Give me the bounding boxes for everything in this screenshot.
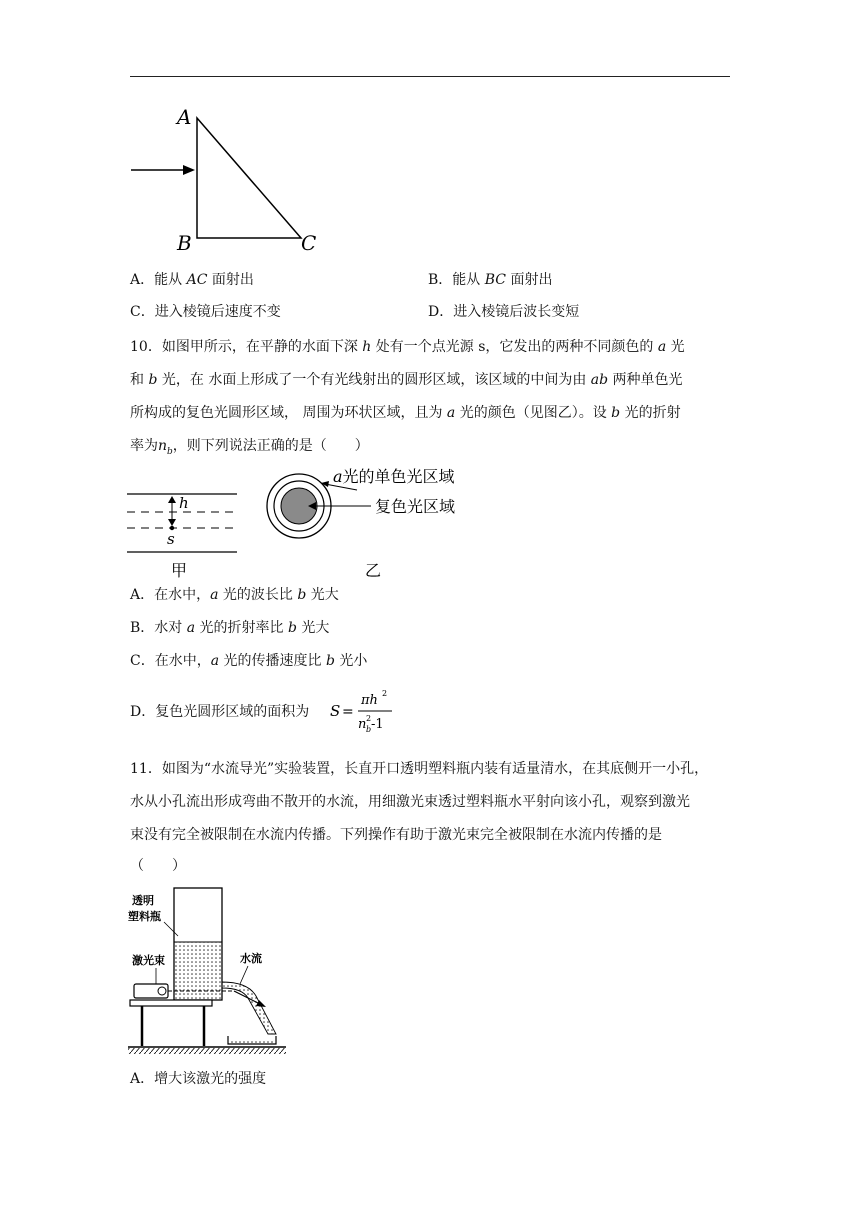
vertex-a-label: A [177, 105, 192, 129]
formula-den-n: n [358, 717, 367, 732]
prism-figure [125, 100, 325, 260]
fig-yi-label: 乙 [365, 561, 382, 580]
table-top [130, 1000, 212, 1006]
q9-option-c: C．进入棱镜后速度不变 [130, 304, 281, 320]
laser-lens [158, 987, 166, 995]
formula-s: S [330, 702, 341, 720]
formula-den-sub: b [366, 725, 372, 734]
q10-option-b: B．水对 a 光的折射率比 b 光大 [130, 620, 330, 636]
q11-stem-line4: （ ） [130, 858, 186, 874]
q11-stem-line2: 水从小孔流出形成弯曲不散开的水流，用细激光束透过塑料瓶水平射向该小孔，观察到激光 [130, 794, 690, 810]
q10-option-a: A．在水中，a 光的波长比 b 光大 [130, 587, 339, 603]
vertex-b-label: B [177, 231, 192, 255]
fig-jia-label: 甲 [171, 561, 188, 580]
formula-den-exp: 2 [366, 714, 372, 723]
arrow-down-icon [168, 519, 176, 526]
q10-stem-line2: 和 b 光，在 水面上形成了一个有光线射出的圆形区域，该区域的中间为由 ab 两种单色光 [130, 372, 683, 388]
q10-stem-line4: 率为$n_b$，则下列说法正确的是（ ） [130, 438, 369, 457]
q10-stem-line3: 所构成的复色光圆形区域， 周围为环状区域，且为 a 光的颜色（见图乙）。设 b 光的折射 [130, 405, 681, 421]
formula-den-rest: -1 [371, 717, 384, 732]
formula-num-exp: 2 [382, 689, 388, 698]
laser-label: 激光束 [132, 954, 165, 967]
q10-stem-line1: 10．如图甲所示，在平静的水面下深 h 处有一个点光源 s，它发出的两种不同颜色的 a 光 [130, 339, 685, 355]
tray-water [229, 1039, 275, 1044]
source-s-label: s [167, 530, 175, 548]
arrow-head-icon [183, 165, 195, 175]
q11-figure [126, 884, 296, 1056]
q9-option-d: D．进入棱镜后波长变短 [428, 304, 580, 320]
q9-option-a: A．能从 AC 面射出 [130, 272, 254, 288]
formula-eq: = [342, 704, 354, 720]
mix-region-label: 复色光区域 [375, 497, 456, 516]
a-region-label: a光的单色光区域 [333, 467, 455, 486]
header-rule [130, 76, 730, 77]
q9-option-b: B．能从 BC 面射出 [428, 272, 553, 288]
bottle-water [175, 942, 221, 999]
q10-option-c: C．在水中，a 光的传播速度比 b 光小 [130, 653, 368, 669]
arrow-up-icon [168, 496, 176, 503]
q10-option-d: D．复色光圆形区域的面积为 [130, 704, 310, 720]
water-stream [222, 982, 276, 1034]
prism-triangle [197, 118, 301, 238]
q11-option-a: A．增大该激光的强度 [130, 1071, 267, 1087]
stream-leader-line [240, 966, 248, 984]
stream-label: 水流 [240, 952, 262, 965]
q11-stem-line3: 束没有完全被限制在水流内传播。下列操作有助于激光束完全被限制在水流内传播的是 [130, 827, 662, 843]
bottle-label-2: 塑料瓶 [128, 910, 161, 923]
q11-stem-line1: 11．如图为“水流导光”实验装置，长直开口透明塑料瓶内装有适量清水，在其底侧开一小孔， [130, 761, 709, 777]
ground-hatch [128, 1048, 286, 1054]
area-formula [330, 684, 400, 736]
bottle-label-1: 透明 [132, 894, 154, 907]
vertex-c-label: C [301, 231, 317, 255]
depth-h-label: h [179, 494, 189, 512]
q10-figure [125, 460, 485, 580]
formula-numerator: πh [361, 693, 378, 708]
